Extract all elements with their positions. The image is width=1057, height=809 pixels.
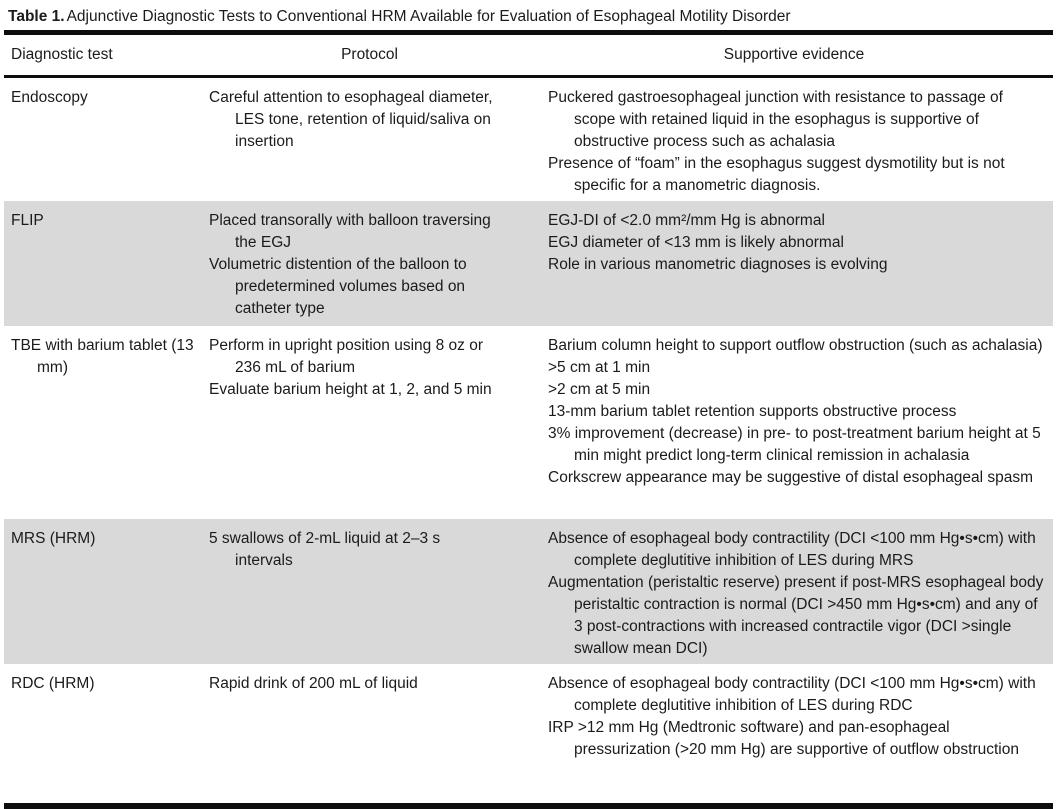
cell-paragraph: Augmentation (peristaltic reserve) present if post-MRS esophageal body peristaltic contraction is normal (DCI >450 mm Hg•s•cm) and any of 3 post-contractions with increased contractile vigor (DCI >single swallow mean DCI) <box>548 574 1044 657</box>
cell-paragraph: RDC (HRM) <box>11 675 95 692</box>
cell-paragraph: Careful attention to esophageal diameter, LES tone, retention of liquid/saliva on insertion <box>209 89 493 150</box>
cell-paragraph: Evaluate barium height at 1, 2, and 5 min <box>209 381 492 398</box>
cell-paragraph: Puckered gastroesophageal junction with resistance to passage of scope with retained liquid in the esophagus is supportive of obstructive process such as achalasia <box>548 89 1003 150</box>
table-row <box>4 201 1053 326</box>
cell-paragraph: >2 cm at 5 min <box>548 381 651 398</box>
table-row <box>4 664 1053 806</box>
cell-paragraph: Corkscrew appearance may be suggestive of distal esophageal spasm <box>548 469 1034 486</box>
cell-paragraph: Absence of esophageal body contractility (DCI <100 mm Hg•s•cm) with complete deglutitive inhibition of LES during RDC <box>548 675 1036 714</box>
cell-paragraph: EGJ-DI of <2.0 mm²/mm Hg is abnormal <box>548 212 825 229</box>
cell-paragraph: Perform in upright position using 8 oz or 236 mL of barium <box>209 337 483 376</box>
cell-paragraph: >5 cm at 1 min <box>548 359 651 376</box>
supportive-evidence-cell <box>535 201 1053 326</box>
protocol-cell <box>204 326 535 519</box>
cell-paragraph: Role in various manometric diagnoses is evolving <box>548 256 888 273</box>
cell-paragraph: 13-mm barium tablet retention supports obstructive process <box>548 403 957 420</box>
protocol-cell <box>204 201 535 326</box>
diagnostic-test-cell <box>4 201 204 326</box>
table-row <box>4 77 1053 202</box>
cell-paragraph: Presence of “foam” in the esophagus suggest dysmotility but is not specific for a manometric diagnosis. <box>548 155 1005 194</box>
column-header-supportive-evidence: Supportive evidence <box>535 33 1053 77</box>
supportive-evidence-cell <box>535 77 1053 202</box>
supportive-evidence-cell <box>535 519 1053 664</box>
diagnostic-tests-table <box>4 30 1053 809</box>
cell-paragraph: Endoscopy <box>11 89 88 106</box>
cell-paragraph: Absence of esophageal body contractility (DCI <100 mm Hg•s•cm) with complete deglutitive inhibition of LES during MRS <box>548 530 1036 569</box>
protocol-cell <box>204 519 535 664</box>
cell-paragraph: IRP >12 mm Hg (Medtronic software) and pan-esophageal pressurization (>20 mm Hg) are supportive of outflow obstruction <box>548 719 1019 758</box>
table-label: Table 1. <box>8 8 65 25</box>
cell-paragraph: MRS (HRM) <box>11 530 96 547</box>
supportive-evidence-cell <box>535 664 1053 806</box>
cell-paragraph: Placed transorally with balloon traversing the EGJ <box>209 212 491 251</box>
cell-paragraph: EGJ diameter of <13 mm is likely abnormal <box>548 234 844 251</box>
protocol-cell <box>204 77 535 202</box>
diagnostic-test-cell <box>4 77 204 202</box>
cell-paragraph: 3% improvement (decrease) in pre- to post-treatment barium height at 5 min might predict long-term clinical remission in achalasia <box>548 425 1041 464</box>
table-row <box>4 519 1053 664</box>
cell-paragraph: Volumetric distention of the balloon to predetermined volumes based on catheter type <box>209 256 467 317</box>
table-row <box>4 326 1053 519</box>
column-header-protocol: Protocol <box>204 33 535 77</box>
protocol-cell <box>204 664 535 806</box>
table-title: Adjunctive Diagnostic Tests to Conventional HRM Available for Evaluation of Esophageal Motility Disorder <box>66 8 791 25</box>
diagnostic-test-cell <box>4 519 204 664</box>
cell-paragraph: FLIP <box>11 212 44 229</box>
table-caption <box>4 6 1053 30</box>
cell-paragraph: Rapid drink of 200 mL of liquid <box>209 675 418 692</box>
table-header <box>4 33 1053 77</box>
column-header-diagnostic-test: Diagnostic test <box>4 33 204 77</box>
cell-paragraph: Barium column height to support outflow obstruction (such as achalasia) <box>548 337 1043 354</box>
diagnostic-test-cell <box>4 326 204 519</box>
cell-paragraph: TBE with barium tablet (13 mm) <box>11 337 194 376</box>
table-body <box>4 77 1053 807</box>
cell-paragraph: 5 swallows of 2-mL liquid at 2–3 s intervals <box>209 530 441 569</box>
supportive-evidence-cell <box>535 326 1053 519</box>
diagnostic-test-cell <box>4 664 204 806</box>
